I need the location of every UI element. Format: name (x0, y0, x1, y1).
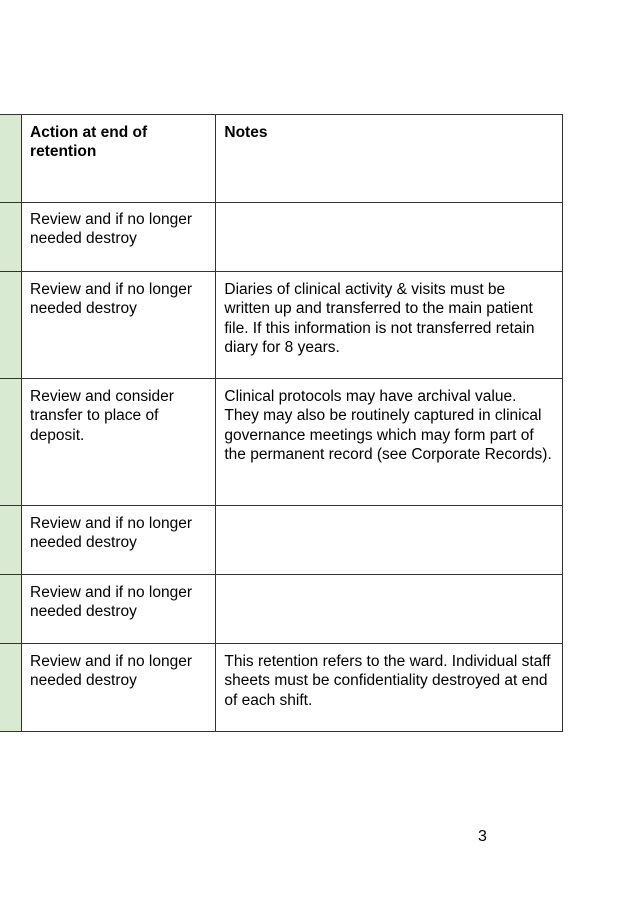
row-stub-cell (0, 203, 22, 272)
table-row (0, 203, 563, 272)
action-cell (22, 575, 216, 644)
notes-cell (216, 203, 563, 272)
row-stub-cell (0, 506, 22, 575)
notes-text (216, 203, 562, 210)
notes-text: Diaries of clinical activity & visits must be written up and transferred to the main patient file. If this information is not transferred retain diary for 8 years. (224, 281, 535, 357)
action-text: Review and if no longer needed destroy (30, 515, 193, 552)
action-text: Review and if no longer needed destroy (30, 653, 193, 690)
table-row (0, 575, 563, 644)
action-text: Review and if no longer needed destroy (30, 211, 193, 248)
action-cell (22, 203, 216, 272)
action-text: Review and if no longer needed destroy (30, 584, 193, 621)
table-row (0, 272, 563, 379)
page-number: 3 (478, 828, 487, 845)
row-stub-cell (0, 272, 22, 379)
table-row (0, 506, 563, 575)
notes-text: Clinical protocols may have archival value. They may also be routinely captured in clinical governance meetings which may form part of the permanent record (see Corporate Records). (224, 388, 552, 464)
notes-cell (216, 506, 563, 575)
table-row (0, 379, 563, 506)
notes-cell (216, 644, 563, 732)
action-cell (22, 644, 216, 732)
notes-text: This retention refers to the ward. Individual staff sheets must be confidentiality destroyed at end of each shift. (224, 653, 551, 709)
header-notes (216, 115, 563, 203)
row-stub-cell (0, 379, 22, 506)
table-row (0, 644, 563, 732)
header-action-label: Action at end of retention (30, 124, 148, 161)
notes-text (216, 506, 562, 514)
action-cell (22, 506, 216, 575)
retention-schedule-table (0, 114, 563, 732)
action-cell (22, 379, 216, 506)
action-text: Review and if no longer needed destroy (30, 281, 193, 318)
row-stub-cell (0, 575, 22, 644)
row-stub-cell (0, 115, 22, 203)
row-stub-cell (0, 644, 22, 732)
header-notes-label: Notes (224, 124, 268, 141)
notes-cell (216, 272, 563, 379)
action-text: Review and consider transfer to place of deposit. (30, 388, 174, 444)
notes-text (216, 575, 562, 583)
header-action (22, 115, 216, 203)
notes-cell (216, 379, 563, 506)
notes-cell (216, 575, 563, 644)
action-cell (22, 272, 216, 379)
table-header-row (0, 115, 563, 203)
